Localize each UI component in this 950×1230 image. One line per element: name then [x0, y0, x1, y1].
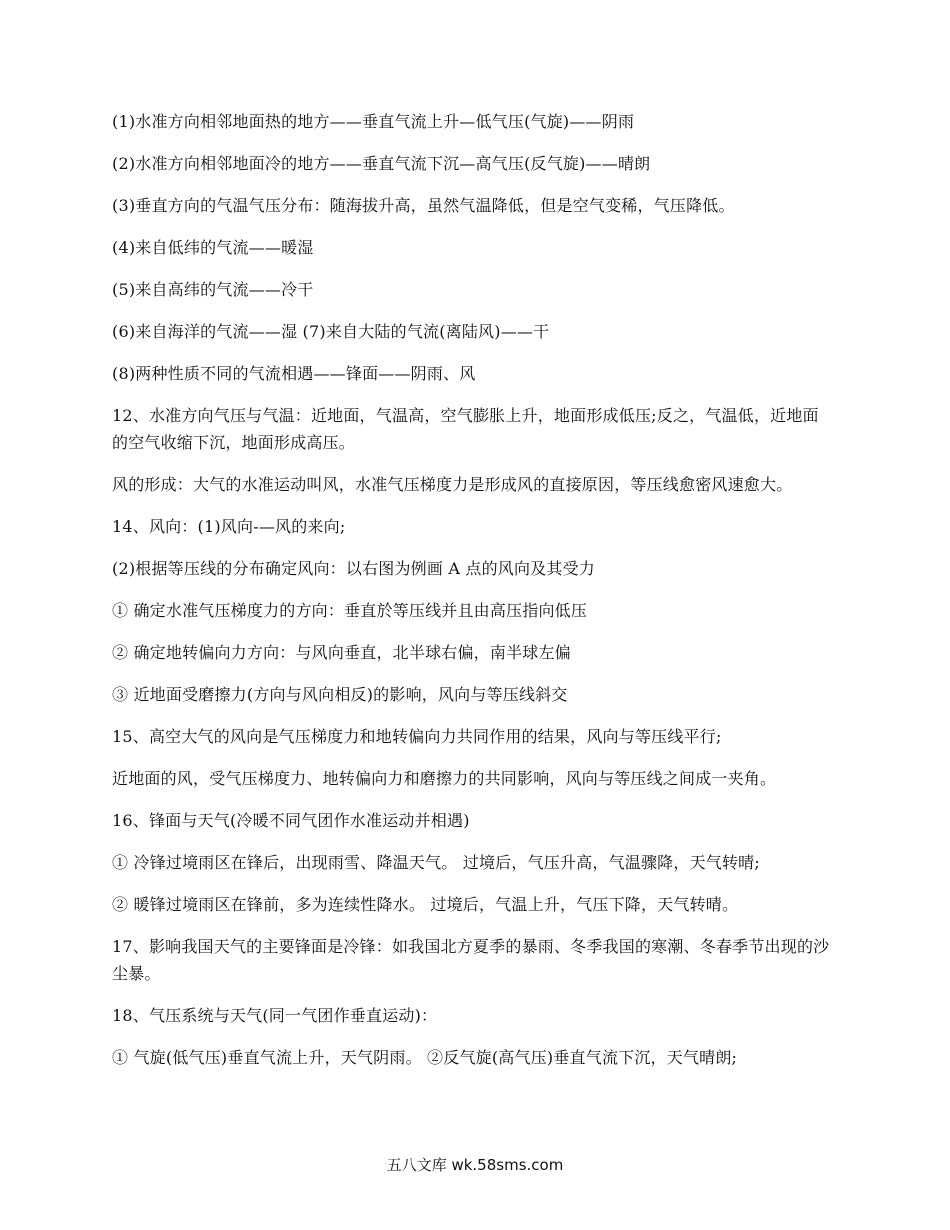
paragraph-12: ① 确定水准气压梯度力的方向：垂直於等压线并且由高压指向低压: [112, 601, 588, 620]
paragraph-21: 18、气压系统与天气(同一气团作垂直运动)：: [112, 1006, 438, 1025]
paragraph-3: (3)垂直方向的气温气压分布：随海拔升高，虽然气温降低，但是空气变稀，气压降低。: [112, 196, 735, 215]
paragraph-10: 14、风向：(1)风向-—风的来向;: [112, 517, 346, 536]
paragraph-5: (5)来自高纬的气流——冷干: [112, 280, 314, 299]
paragraph-7: (8)两种性质不同的气流相遇——锋面——阴雨、风: [112, 364, 476, 383]
paragraph-11: (2)根据等压线的分布确定风向：以右图为例画 A 点的风向及其受力: [112, 559, 595, 578]
document-body: [112, 108, 834, 1086]
paragraph-16: 近地面的风，受气压梯度力、地转偏向力和磨擦力的共同影响，风向与等压线之间成一夹角。: [112, 769, 777, 788]
paragraph-14: ③ 近地面受磨擦力(方向与风向相反)的影响，风向与等压线斜交: [112, 685, 568, 704]
paragraph-9: 风的形成：大气的水准运动叫风，水准气压梯度力是形成风的直接原因，等压线愈密风速愈大。: [112, 475, 793, 494]
paragraph-4: (4)来自低纬的气流——暖湿: [112, 238, 314, 257]
paragraph-2: (2)水准方向相邻地面冷的地方——垂直气流下沉—高气压(反气旋)——晴朗: [112, 154, 651, 173]
paragraph-1: (1)水准方向相邻地面热的地方——垂直气流上升—低气压(气旋)——阴雨: [112, 112, 635, 131]
footer-watermark: 五八文库 wk.58sms.com: [386, 1156, 564, 1174]
paragraph-6: (6)来自海洋的气流——湿 (7)来自大陆的气流(离陆风)——干: [112, 322, 550, 341]
paragraph-22: ① 气旋(低气压)垂直气流上升，天气阴雨。 ②反气旋(高气压)垂直气流下沉，天气晴朗;: [112, 1048, 738, 1067]
paragraph-17: 16、锋面与天气(冷暖不同气团作水准运动并相遇): [112, 811, 470, 830]
paragraph-13: ② 确定地转偏向力方向：与风向垂直，北半球右偏，南半球左偏: [112, 643, 571, 662]
paragraph-8: 12、水准方向气压与气温：近地面，气温高，空气膨胀上升，地面形成低压;反之，气温低，近地面的空气收缩下沉，地面形成高压。: [112, 406, 819, 452]
paragraph-18: ① 冷锋过境雨区在锋后，出现雨雪、降温天气。 过境后，气压升高，气温骤降，天气转晴;: [112, 853, 760, 872]
paragraph-20: 17、影响我国天气的主要锋面是冷锋：如我国北方夏季的暴雨、冬季我国的寒潮、冬春季节出现的沙尘暴。: [112, 937, 830, 983]
paragraph-15: 15、高空大气的风向是气压梯度力和地转偏向力共同作用的结果，风向与等压线平行;: [112, 727, 722, 746]
paragraph-19: ② 暖锋过境雨区在锋前，多为连续性降水。 过境后，气温上升，气压下降，天气转晴。: [112, 895, 739, 914]
